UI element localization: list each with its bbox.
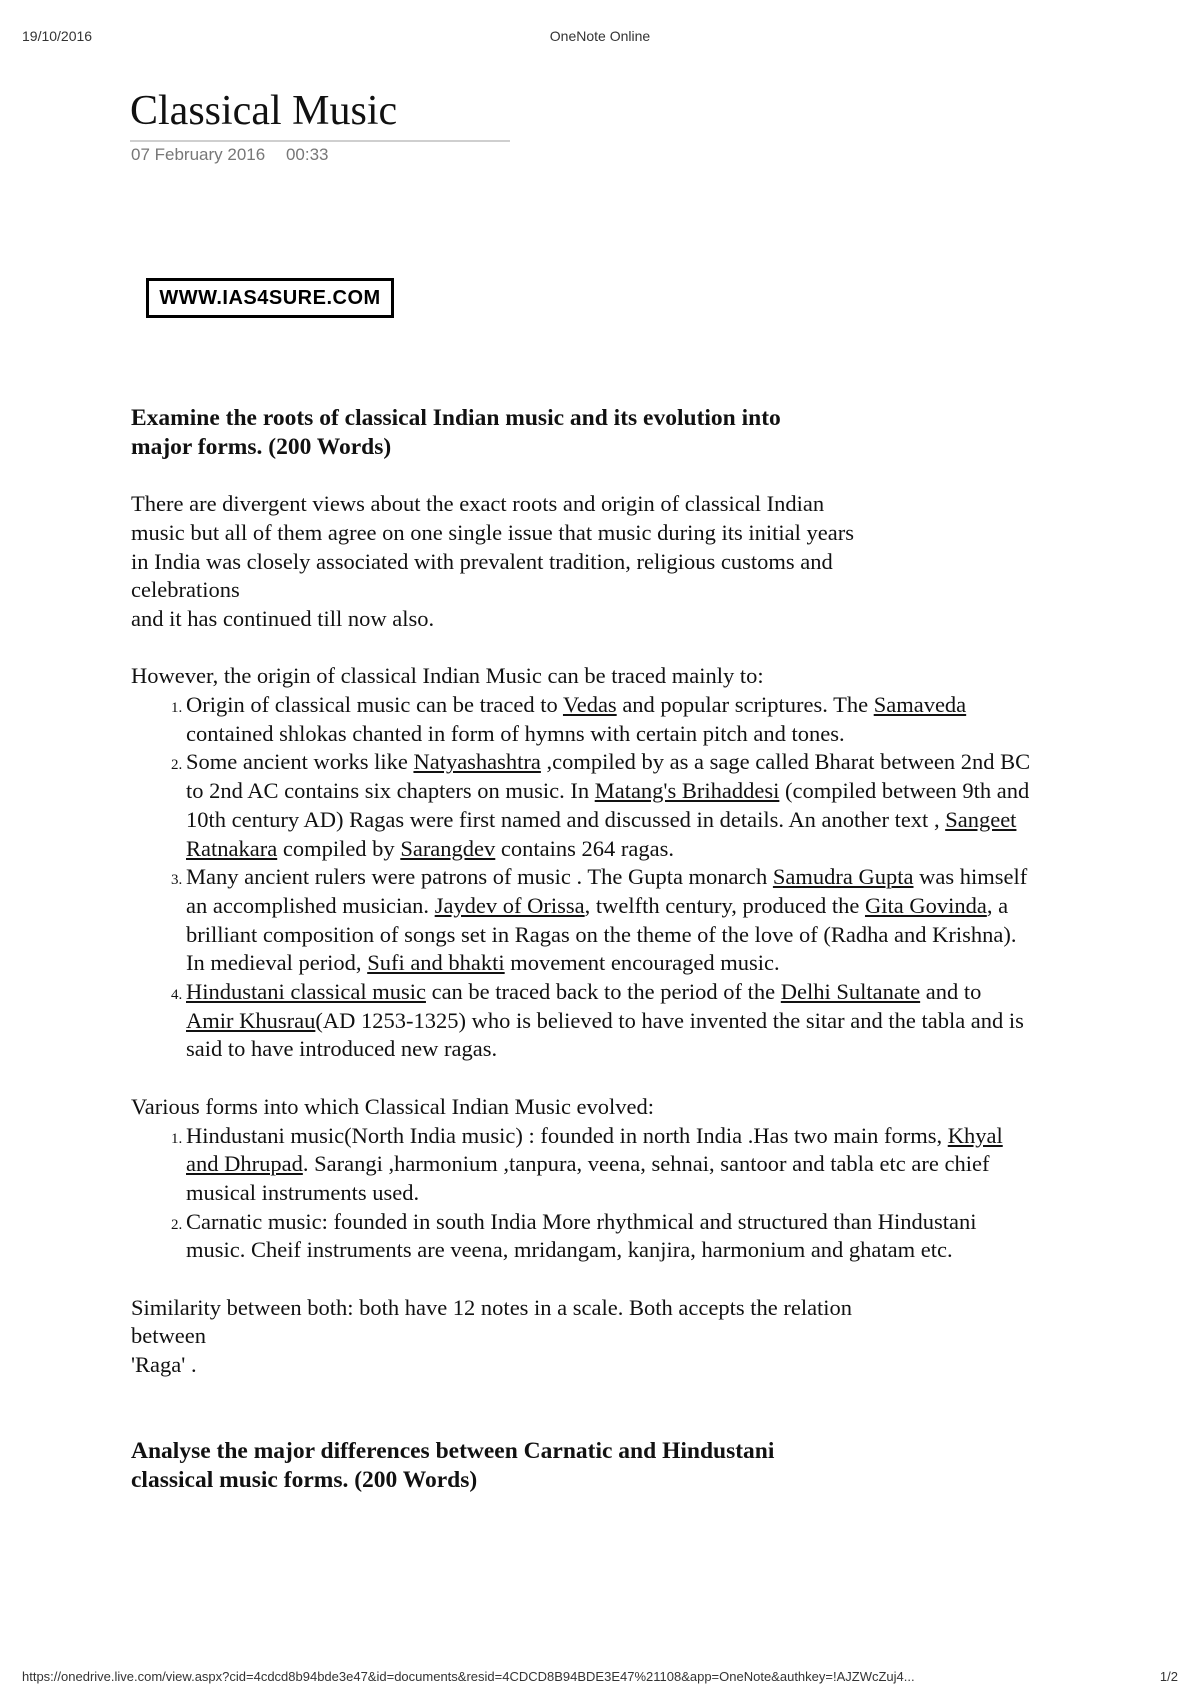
question-2-heading: Analyse the major differences between Carnatic and Hindustani classical music forms. (200 Words) — [131, 1437, 775, 1493]
similarity-paragraph: Similarity between both: both have 12 notes in a scale. Both accepts the relation between 'Raga' . — [131, 1294, 853, 1378]
page-time: 00:33 — [285, 145, 329, 164]
link-vedas[interactable]: Vedas — [562, 692, 617, 717]
forms-list — [131, 1122, 1031, 1266]
list-item: 2. Carnatic music: founded in south India More rhythmical and structured than Hindustani music. Cheif instruments are veena, mridangam, kanjira, harmonium and ghatam etc. — [186, 1208, 1031, 1265]
list-item: 4. Hindustani classical music can be traced back to the period of the Delhi Sultanate and to Amir Khusrau(AD 1253-1325) who is believed to have invented the sitar and the tabla and is said to have introduced new ragas. — [186, 978, 1031, 1064]
link-jaydev-of-orissa[interactable]: Jaydev of Orissa — [434, 892, 585, 918]
link-sangeet-ratnakara[interactable]: Sangeet Ratnakara — [186, 806, 1017, 861]
print-header — [22, 28, 1178, 50]
question-1-heading: Examine the roots of classical Indian music and its evolution into major forms. (200 Words) — [131, 405, 781, 460]
print-footer — [22, 1669, 1178, 1689]
spacer — [131, 461, 1031, 490]
origin-lead: However, the origin of classical Indian Music can be traced mainly to: — [131, 663, 764, 689]
link-sarangdev[interactable]: Sarangdev — [400, 835, 496, 861]
list-item: 1. Hindustani music(North India music) : founded in north India .Has two main forms, Khyal and Dhrupad. Sarangi ,harmonium ,tanpura, veena, sehnai, santoor and tabla etc are chief musical instruments used. — [186, 1122, 1031, 1208]
origin-list — [131, 691, 1031, 1064]
link-samaveda[interactable]: Samaveda — [873, 692, 967, 717]
link-khyal-and-dhrupad[interactable]: Khyal and Dhrupad — [186, 1122, 1003, 1177]
spacer — [131, 634, 1031, 663]
link-natyashashtra[interactable]: Natyashashtra — [413, 749, 541, 775]
print-date: 19/10/2016 — [22, 28, 93, 44]
print-url: https://onedrive.live.com/view.aspx?cid=4cdcd8b94bde3e47&id=documents&resid=4CDCD8B94BDE3E47%21108&app=OneNote&authkey=!AJZWcZuj4... — [22, 1669, 915, 1684]
logo-text: WWW.IAS4SURE.COM — [159, 286, 381, 309]
link-samudra-gupta[interactable]: Samudra Gupta — [772, 864, 914, 890]
page-date: 07 February 2016 — [131, 145, 266, 164]
print-app-name: OneNote Online — [549, 28, 651, 44]
link-hindustani-classical-music[interactable]: Hindustani classical music — [186, 979, 426, 1005]
forms-lead: Various forms into which Classical Indian Music evolved: — [131, 1093, 655, 1119]
link-sufi-and-bhakti[interactable]: Sufi and bhakti — [367, 950, 505, 976]
list-item: 3. Many ancient rulers were patrons of music . The Gupta monarch Samudra Gupta was himself an accomplished musician. Jaydev of Orissa, twelfth century, produced the Gita Govinda, a brilliant composition of songs set in Ragas on the theme of the love of (Radha and Krishna). In medieval period, Sufi and bhakti movement encouraged music. — [186, 863, 1031, 978]
link-matangs-brihaddesi[interactable]: Matang's Brihaddesi — [594, 778, 780, 804]
link-delhi-sultanate[interactable]: Delhi Sultanate — [780, 979, 921, 1005]
spacer — [131, 1064, 1031, 1093]
page-meta — [131, 145, 328, 165]
intro-paragraph: There are divergent views about the exact roots and origin of classical Indian music but all of them agree on one single issue that music during its initial years in India was closely associated with prevalent tradition, religious customs and celebrations and it has continued till now also. — [131, 491, 854, 631]
link-gita-govinda[interactable]: Gita Govinda — [864, 892, 987, 918]
spacer — [131, 1265, 1031, 1294]
spacer — [131, 1380, 1031, 1437]
website-logo — [146, 278, 394, 318]
page-title[interactable]: Classical Music — [130, 84, 510, 142]
link-amir-khusrau[interactable]: Amir Khusrau — [186, 1007, 316, 1033]
print-page-number: 1/2 — [1159, 1669, 1178, 1684]
list-item: 1. Origin of classical music can be traced to Vedas and popular scriptures. The Samaveda contained shlokas chanted in form of hymns with certain pitch and tones. — [186, 691, 1031, 748]
note-content — [131, 404, 1031, 1494]
list-item: 2. Some ancient works like Natyashashtra ,compiled by as a sage called Bharat between 2nd BC to 2nd AC contains six chapters on music. In Matang's Brihaddesi (compiled between 9th and 10th century AD) Ragas were first named and discussed in details. An another text , Sangeet Ratnakara compiled by Sarangdev contains 264 ragas. — [186, 748, 1031, 863]
